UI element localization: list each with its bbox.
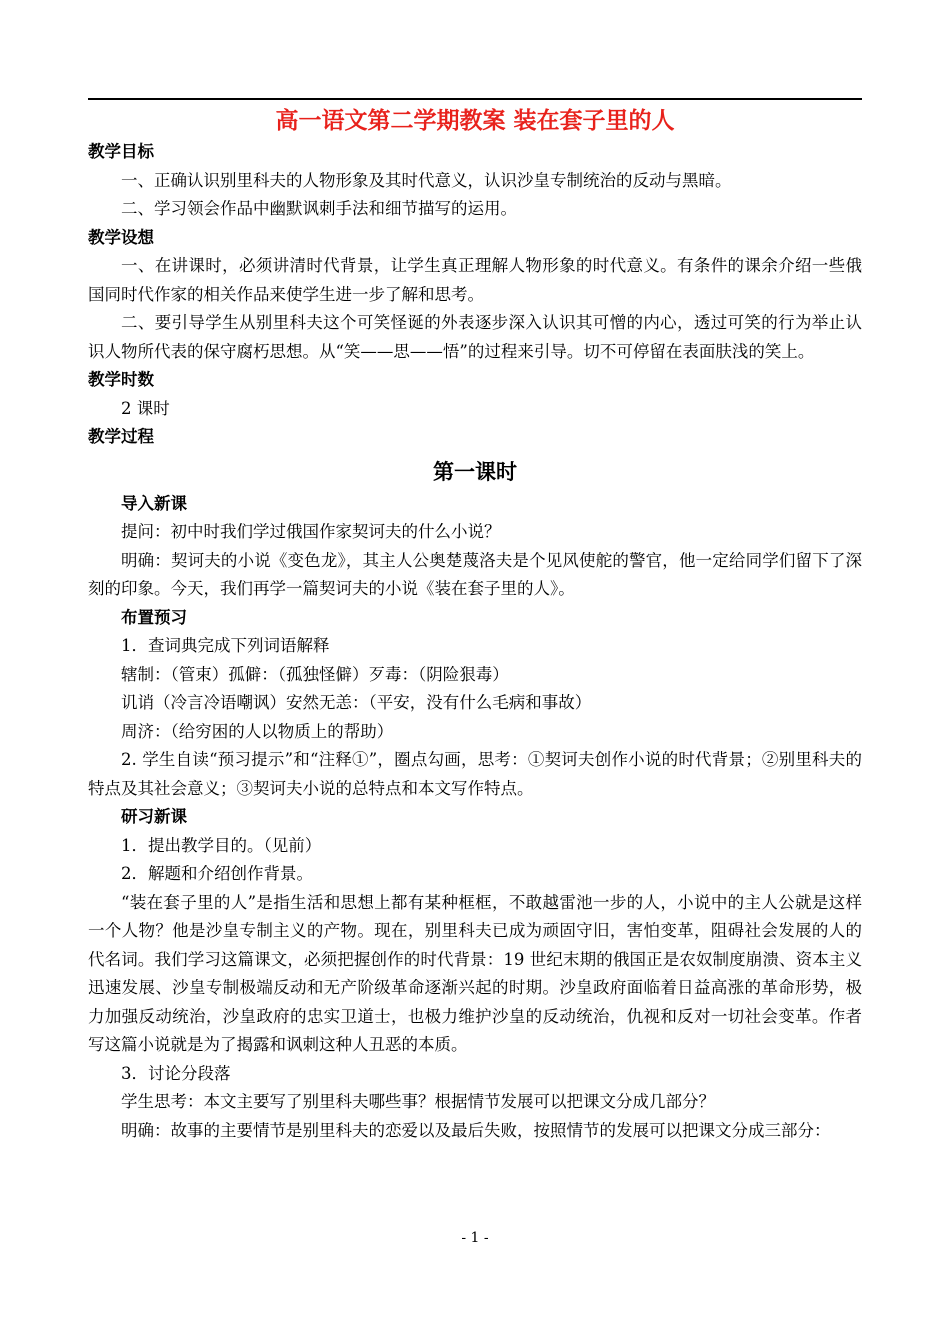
design-item: 一、在讲课时，必须讲清时代背景，让学生真正理解人物形象的时代意义。有条件的课余介绍一些俄国同时代作家的相关作品来使学生进一步了解和思考。 xyxy=(88,256,862,304)
page-body xyxy=(88,104,862,1145)
intro-answer: 明确：契诃夫的小说《变色龙》，其主人公奥楚蔑洛夫是个见风使舵的警官，他一定给同学们留下了深刻的印象。今天，我们再学一篇契诃夫的小说《装在套子里的人》。 xyxy=(88,550,862,598)
section-heading-hours: 教学时数 xyxy=(88,370,154,389)
preview-line: 辖制：（管束）孤僻：（孤独怪僻）歹毒：（阴险狠毒） xyxy=(121,664,509,684)
preview-line: 周济：（给穷困的人以物质上的帮助） xyxy=(121,721,394,741)
study-line: 明确：故事的主要情节是别里科夫的恋爱以及最后失败，按照情节的发展可以把课文分成三部分： xyxy=(121,1120,831,1140)
study-line: “装在套子里的人”是指生活和思想上都有某种框框，不敢越雷池一步的人，小说中的主人公就是这样一个人物？他是沙皇专制主义的产物。现在，别里科夫已成为顽固守旧，害怕变革，阻碍社会发展的人的代名词。我们学习这篇课文，必须把握创作的时代背景：19 世纪末期的俄国正是农奴制度崩溃、资本主义迅速发展、沙皇专制极端反动和无产阶级革命逐渐兴起的时期。沙皇政府面临着日益高涨的革命形势，极力加强反动统治，沙皇政府的忠实卫道士，也极力维护沙皇的反动统治，仇视和反对一切社会变革。作者写这篇小说就是为了揭露和讽刺这种人丑恶的本质。 xyxy=(88,892,862,1054)
design-item: 二、要引导学生从别里科夫这个可笑怪诞的外表逐步深入认识其可憎的内心，透过可笑的行为举止认识人物所代表的保守腐朽思想。从“笑——思——悟”的过程来引导。切不可停留在表面肤浅的笑上。 xyxy=(88,313,862,361)
subheading-intro: 导入新课 xyxy=(121,493,187,513)
goal-item: 一、正确认识别里科夫的人物形象及其时代意义，认识沙皇专制统治的反动与黑暗。 xyxy=(121,170,732,190)
header-rule xyxy=(88,98,862,100)
preview-line: 讥诮（冷言冷语嘲讽）安然无恙：（平安，没有什么毛病和事故） xyxy=(121,693,592,712)
subheading-preview: 布置预习 xyxy=(121,607,187,627)
page-number: - 1 - xyxy=(461,1230,489,1246)
study-line: 2．解题和介绍创作背景。 xyxy=(121,864,313,883)
hours-value: 2 课时 xyxy=(121,398,170,418)
document-title: 高一语文第二学期教案 装在套子里的人 xyxy=(275,108,675,134)
lesson-title: 第一课时 xyxy=(433,459,517,484)
section-heading-design: 教学设想 xyxy=(88,227,154,247)
study-line: 学生思考：本文主要写了别里科夫哪些事？根据情节发展可以把课文分成几部分？ xyxy=(121,1092,715,1111)
preview-line: 1．查词典完成下列词语解释 xyxy=(121,636,330,655)
subheading-study: 研习新课 xyxy=(121,807,187,826)
intro-question: 提问：初中时我们学过俄国作家契诃夫的什么小说？ xyxy=(121,522,501,541)
study-line: 3．讨论分段落 xyxy=(121,1063,231,1083)
section-heading-process: 教学过程 xyxy=(88,427,154,446)
preview-line: 2. 学生自读“预习提示”和“注释①”，圈点勾画，思考：①契诃夫创作小说的时代背景；②别里科夫的特点及其社会意义；③契诃夫小说的总特点和本文写作特点。 xyxy=(88,750,862,798)
section-heading-goals: 教学目标 xyxy=(88,142,154,161)
goal-item: 二、学习领会作品中幽默讽刺手法和细节描写的运用。 xyxy=(121,199,517,218)
study-line: 1．提出教学目的。（见前） xyxy=(121,835,322,855)
